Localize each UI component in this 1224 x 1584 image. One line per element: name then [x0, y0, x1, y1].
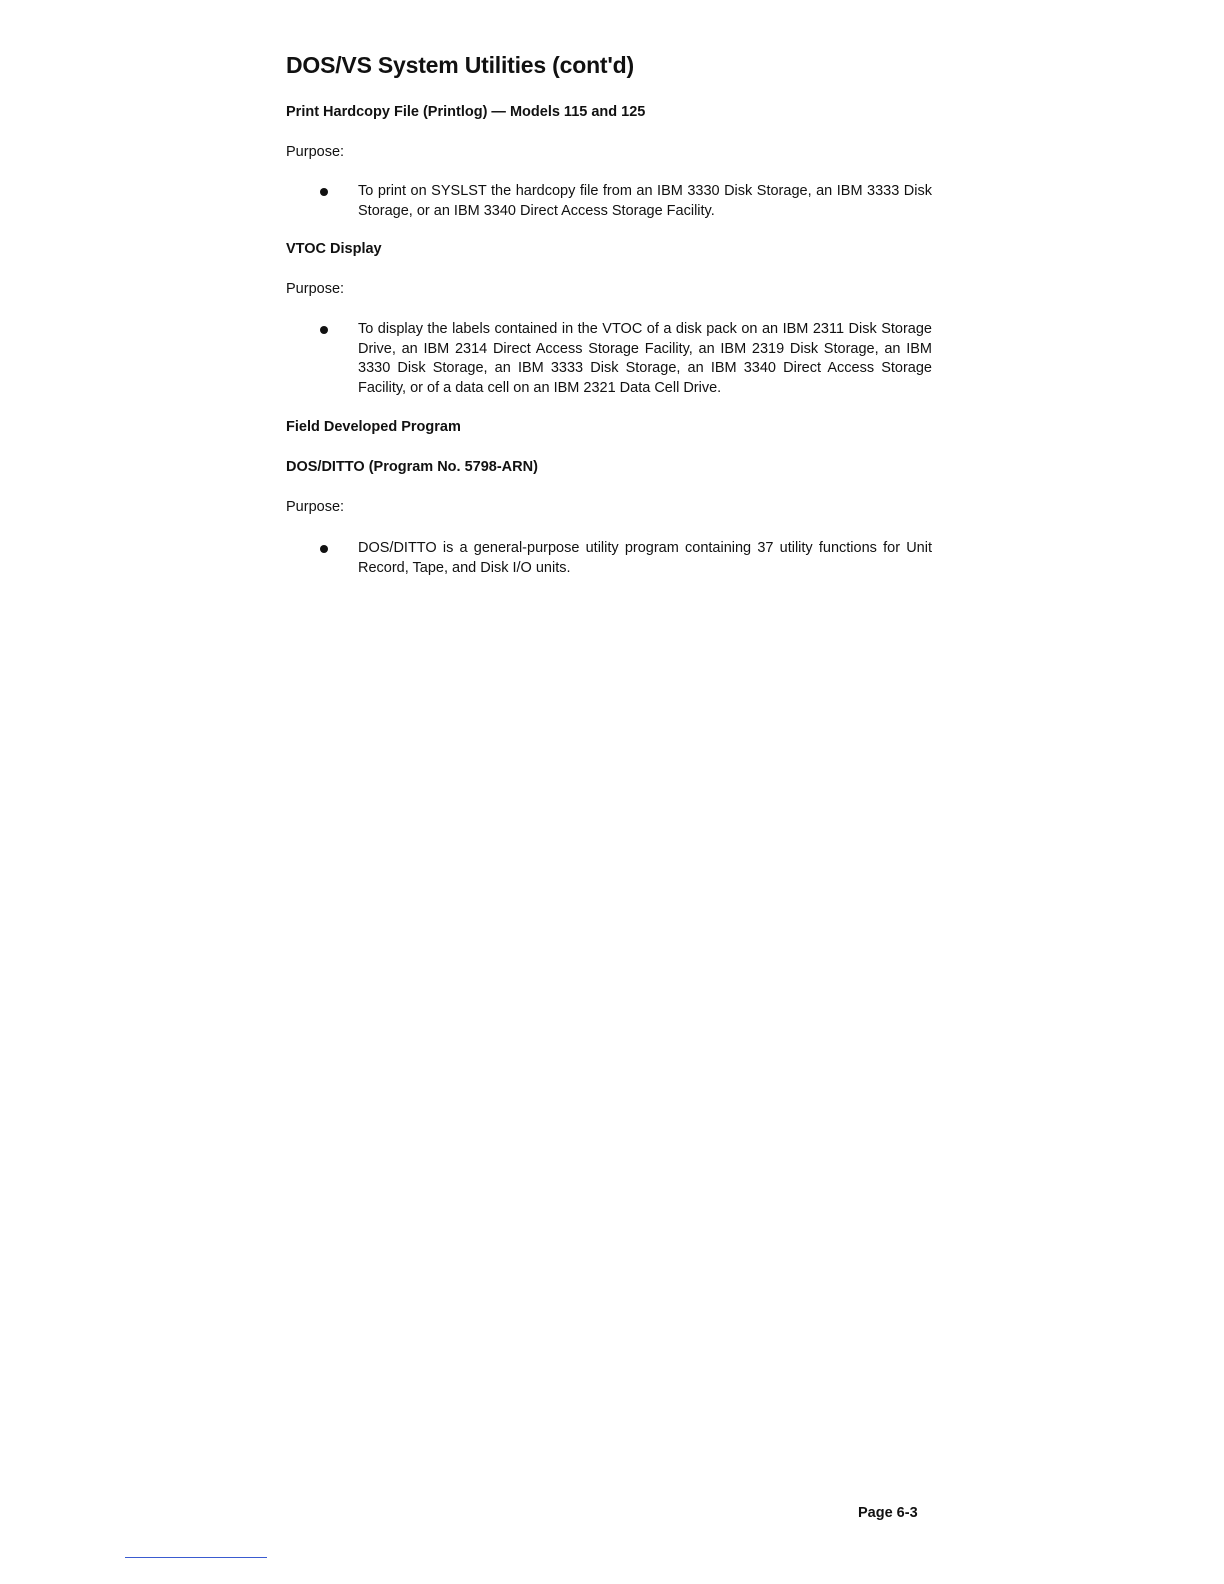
footer-divider	[125, 1557, 267, 1558]
page-title: DOS/VS System Utilities (cont'd)	[286, 52, 634, 78]
bullet-icon	[320, 188, 328, 196]
fdp-heading: Field Developed Program	[286, 419, 461, 435]
printlog-heading: Print Hardcopy File (Printlog) — Models 115 and 125	[286, 104, 646, 120]
ditto-heading: DOS/DITTO (Program No. 5798-ARN)	[286, 459, 538, 475]
vtoc-purpose-label: Purpose:	[286, 281, 345, 297]
bullet-icon	[320, 545, 328, 553]
page-number: Page 6-3	[858, 1505, 918, 1521]
printlog-purpose-label: Purpose:	[286, 144, 345, 160]
vtoc-bullet-text: To display the labels contained in the VTOC of a disk pack on an IBM 2311 Disk Storage Drive, an IBM 2314 Direct Access Storage Facility, an IBM 2319 Disk Storage, an IBM 3330 Disk Storage, an IBM 3333 Disk Storage, an IBM 3340 Direct Access Storage Facility, or of a data cell on an IBM 2321 Data Cell Drive.	[358, 321, 932, 396]
bullet-icon	[320, 326, 328, 334]
ditto-purpose-label: Purpose:	[286, 499, 345, 515]
ditto-bullet-text: DOS/DITTO is a general-purpose utility program containing 37 utility functions for Unit Record, Tape, and Disk I/O units.	[358, 540, 932, 576]
printlog-bullet-text: To print on SYSLST the hardcopy file from an IBM 3330 Disk Storage, an IBM 3333 Disk Storage, or an IBM 3340 Direct Access Storage Facility.	[358, 183, 932, 219]
vtoc-heading: VTOC Display	[286, 241, 382, 257]
